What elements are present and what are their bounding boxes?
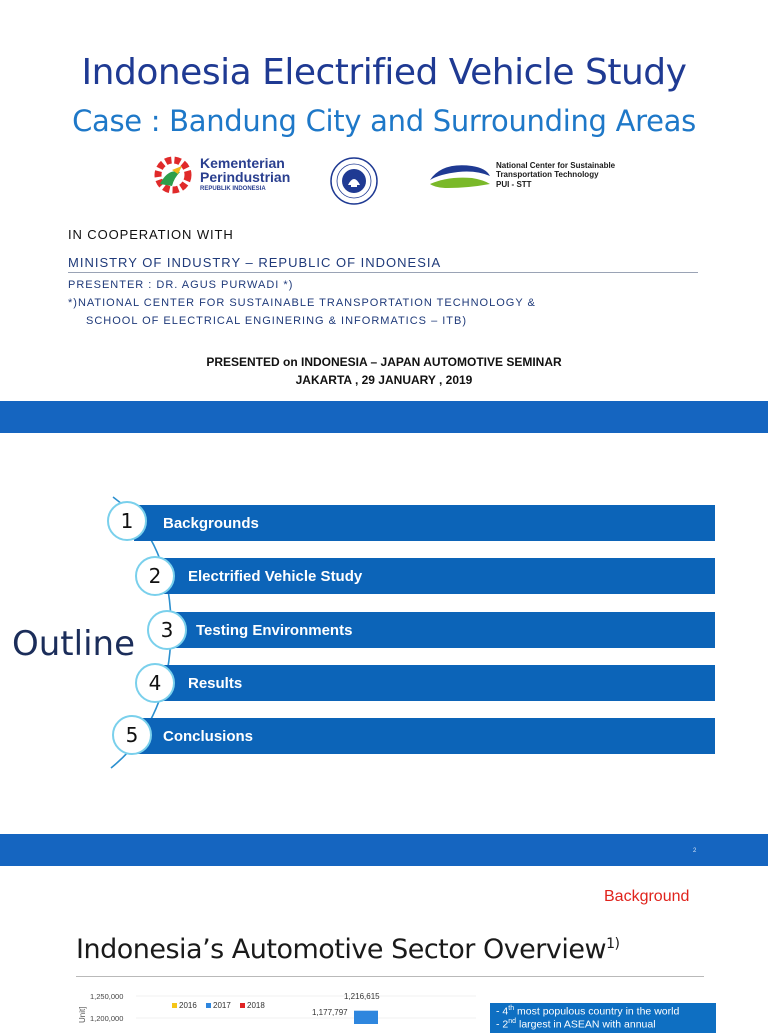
outline-item-5[interactable] [134,718,715,754]
ministry-label: MINISTRY OF INDUSTRY – REPUBLIC OF INDONESIA [68,255,442,270]
kemenperin-line1: Kementerian [200,155,285,171]
slide-title: Indonesia Electrified Vehicle Study [81,52,687,93]
legend-swatch-2017 [206,1003,211,1008]
overview-title-text: Indonesia’s Automotive Sector Overview [76,934,607,965]
legend-label-2018: 2018 [247,1001,265,1010]
nsst-logo [428,156,648,196]
legend-swatch-2016 [172,1003,177,1008]
swoosh-logo-icon [428,158,492,192]
overview-title-note: 1) [606,936,620,952]
slide-subtitle: Case : Bandung City and Surrounding Areas [72,104,696,138]
info-line2: - 2nd largest in ASEAN with annual [496,1018,656,1031]
presented-line: PRESENTED on INDONESIA – JAPAN AUTOMOTIVE SEMINAR [206,355,562,369]
kemenperin-line2: Perindustrian [200,169,291,185]
presenter-label: PRESENTER : DR. AGUS PURWADI *) [68,279,294,291]
affiliation-line2: SCHOOL OF ELECTRICAL ENGINERING & INFORMATICS – ITB) [86,315,468,327]
slide-footer-band [0,834,768,866]
bar-2017 [354,1011,378,1024]
data-label: 1,177,797 [312,1008,348,1017]
info-box [490,1003,716,1033]
outline-number-1: 1 [107,501,147,541]
bar-chart [76,984,476,1024]
outline-item-label: Conclusions [163,727,254,745]
itb-seal-icon [329,156,379,206]
nsst-line1: National Center for Sustainable [496,161,616,170]
section-label: Background [604,888,690,905]
outline-item-4[interactable] [160,665,715,701]
slide-footer-band [0,401,768,433]
info-line1: - 4th most populous country in the world [496,1005,680,1018]
info-line1-suffix: th [508,1005,515,1012]
y-tick-label: 1,250,000 [90,992,124,1001]
outline-number-5: 5 [112,715,152,755]
outline-item-2[interactable] [160,558,715,594]
outline-number-2: 2 [135,556,175,596]
outline-item-label: Results [188,674,243,692]
legend-label-2017: 2017 [213,1001,231,1010]
date-line: JAKARTA , 29 JANUARY , 2019 [295,373,473,387]
page-number: 2 [693,848,697,854]
nsst-line2: Transportation Technology [496,170,599,180]
outline-item-label: Electrified Vehicle Study [188,567,363,585]
kemenperin-line3: REPUBLIK INDONESIA [200,186,266,192]
outline-item-1[interactable] [134,505,715,541]
cooperation-label: IN COOPERATION WITH [68,227,234,242]
gear-logo-icon [150,152,196,198]
info-line1-text: most populous country in the world [514,1005,680,1018]
overview-title [76,934,619,965]
y-tick-label: 1,200,000 [90,1014,124,1023]
nsst-line3: PUI - STT [496,179,532,189]
outline-item-3[interactable] [168,612,715,648]
outline-item-label: Testing Environments [196,621,353,639]
outline-item-label: Backgrounds [163,514,259,532]
affiliation-line1: *)NATIONAL CENTER FOR SUSTAINABLE TRANSPORTATION TECHNOLOGY & [68,297,536,309]
outline-number-3: 3 [147,610,187,650]
outline-number-4: 4 [135,663,175,703]
info-line2-ordinal: 2 [502,1018,509,1031]
info-line2-suffix: nd [508,1018,517,1026]
divider [76,976,704,977]
y-axis-label: Unit] [78,1006,87,1023]
info-line1-ordinal: 4 [502,1005,509,1018]
outline-title: Outline [12,624,136,664]
kemenperin-logo [150,152,290,198]
legend-label-2016: 2016 [179,1001,197,1010]
divider [68,272,698,273]
info-line2-text: largest in ASEAN with annual [516,1018,656,1031]
legend-swatch-2018 [240,1003,245,1008]
kemenperin-logo-text [200,156,290,192]
nsst-logo-text [496,161,615,189]
data-label: 1,216,615 [344,992,380,1001]
